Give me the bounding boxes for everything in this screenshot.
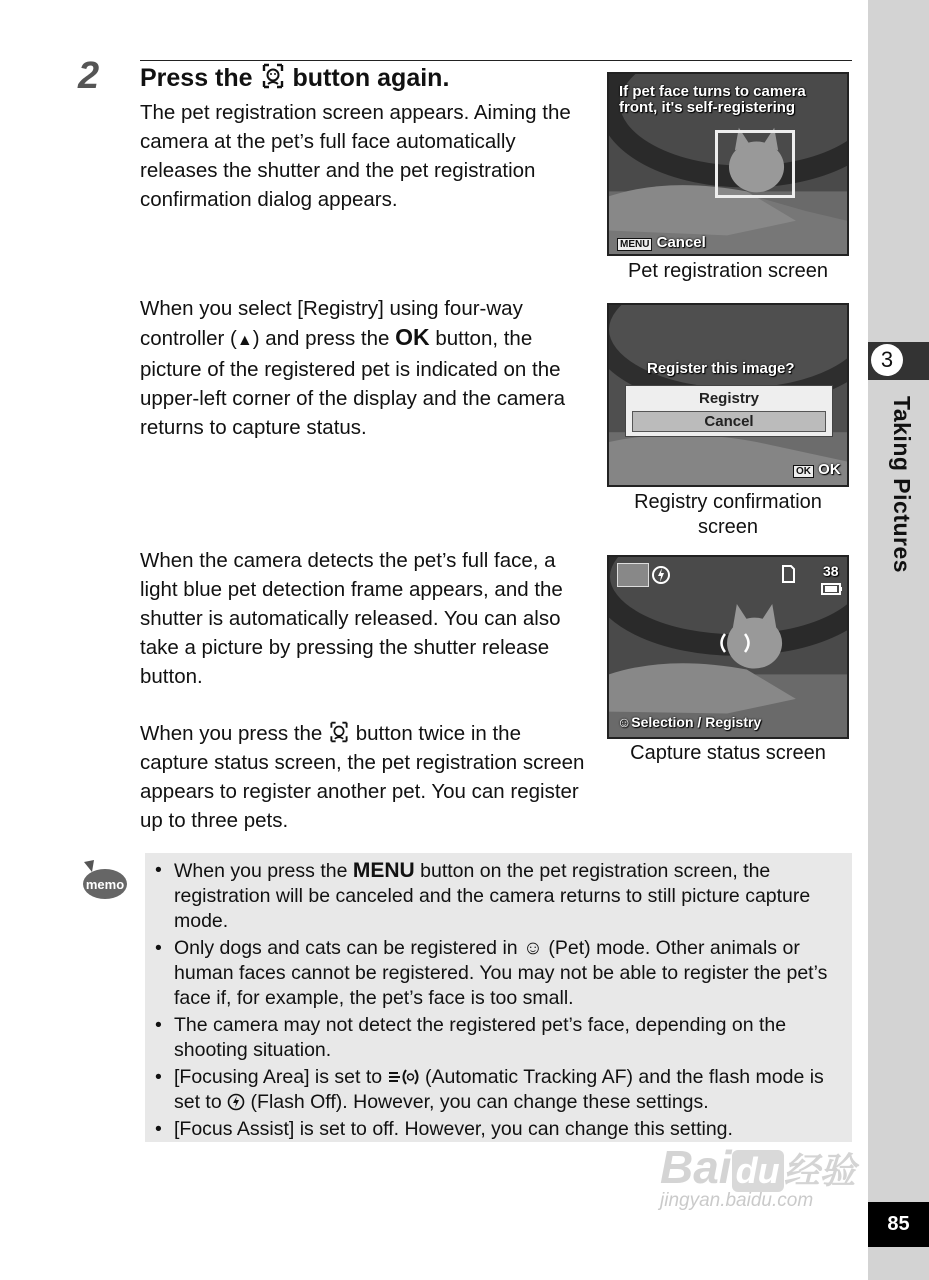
memo-item-1-b: button on the pet registration screen, the registration will be canceled and the camera returns to still picture capture mode. xyxy=(174,860,811,932)
screen3-hint-label: Selection / Registry xyxy=(631,714,762,730)
screen2-ok-hint xyxy=(793,461,841,478)
registered-pet-thumbnail xyxy=(617,563,649,587)
memo-label: memo xyxy=(85,877,125,892)
registry-confirmation-screen xyxy=(607,303,849,487)
screen2-ok-label: OK xyxy=(818,461,841,478)
page-number: 85 xyxy=(868,1202,929,1247)
pet-face-icon: ☺ xyxy=(617,714,632,730)
registry-option[interactable]: Registry xyxy=(698,390,760,407)
memo-item-2-b: (Pet) mode. Other animals or human faces cannot be registered. You may not be able to register the pet’s face if, for example, the pet’s face is too small. xyxy=(174,937,828,1009)
register-prompt: Register this image? xyxy=(647,360,795,377)
step-number: 2 xyxy=(78,55,100,97)
heading-text-before: Press the xyxy=(140,64,253,92)
memo-icon xyxy=(80,858,130,902)
up-arrow-icon: ▲ xyxy=(236,332,253,349)
watermark-text-1: Bai xyxy=(660,1141,732,1193)
p4-text-a: When you press the xyxy=(140,722,323,745)
paragraph-2 xyxy=(140,294,586,442)
memo-item-4-b: (Automatic Tracking AF) and the flash mode is set to xyxy=(174,1066,824,1113)
memo-item-4-a: [Focusing Area] is set to xyxy=(174,1066,383,1088)
p2-text-c: button, the picture of the registered pet is indicated on the upper-left corner of the display and the camera returns to capture status. xyxy=(140,327,566,439)
p2-text-a: When you select [Registry] using four-way controller ( xyxy=(140,297,523,350)
screen1-caption: Pet registration screen xyxy=(627,260,829,282)
screen1-cancel-hint xyxy=(617,234,706,251)
heading-rule xyxy=(140,60,852,61)
screen3-hint xyxy=(617,714,761,730)
screen2-caption: Registry confirmation screen xyxy=(634,491,822,538)
heading-text-after: button again. xyxy=(292,64,450,92)
capture-status-screen xyxy=(607,555,849,739)
paragraph-1: The pet registration screen appears. Aiming the camera at the pet’s full face automatically releases the shutter and the pet registration confirmation dialog appears. xyxy=(140,101,571,211)
pet-detection-frame xyxy=(715,631,755,655)
flash-off-icon xyxy=(227,1093,245,1111)
paragraph-3: When the camera detects the pet’s full face, a light blue pet detection frame appears, and the shutter is automatically released. You can also take a picture by pressing the shutter release button. xyxy=(140,549,563,688)
memo-item-2 xyxy=(174,936,844,1011)
flash-off-icon xyxy=(651,565,671,585)
watermark-text-3: 经验 xyxy=(783,1150,856,1191)
watermark-text-2: du xyxy=(732,1150,784,1192)
chapter-title: Taking Pictures xyxy=(889,396,915,574)
memo-list xyxy=(145,853,852,1142)
screen3-caption: Capture status screen xyxy=(630,742,826,764)
baidu-watermark xyxy=(660,1140,856,1212)
menu-key-tag: MENU xyxy=(617,238,652,251)
pet-face-icon xyxy=(260,63,286,89)
p2-text-b: ) and press the xyxy=(252,327,390,350)
memo-item-4-c: (Flash Off). However, you can change these settings. xyxy=(250,1091,709,1113)
screen1-cancel-label: Cancel xyxy=(656,234,706,251)
screen1-instruction-line1: If pet face turns to camera xyxy=(619,83,806,100)
auto-tracking-af-icon xyxy=(388,1068,420,1086)
watermark-url: jingyan.baidu.com xyxy=(660,1190,814,1211)
ok-button-glyph: OK xyxy=(395,324,430,350)
pet-mode-icon: ☺ xyxy=(523,937,543,959)
remaining-shots: 38 xyxy=(823,563,839,579)
memo-item-1 xyxy=(174,858,844,934)
memo-item-1-a: When you press the xyxy=(174,860,348,882)
memo-box xyxy=(145,853,852,1142)
chapter-sidebar xyxy=(868,0,929,1280)
pet-face-icon xyxy=(328,721,350,743)
paragraph-4 xyxy=(140,719,586,835)
step-heading xyxy=(140,63,449,93)
registry-dialog xyxy=(625,385,833,437)
pet-detection-frame xyxy=(715,130,795,198)
screen1-instruction-line2: front, it's self-registering xyxy=(619,99,796,116)
watermark-logo xyxy=(660,1140,856,1194)
memo-item-5: • [Focus Assist] is set to off. However, you can change this setting. xyxy=(174,1117,844,1142)
memo-item-3: • The camera may not detect the registered pet’s face, depending on the shooting situation. xyxy=(174,1013,844,1063)
memory-card-icon xyxy=(781,565,795,583)
p4-text-b: button twice in the capture status screen, the pet registration screen appears to register another pet. You can register up to three pets. xyxy=(140,722,585,832)
cancel-option[interactable]: Cancel xyxy=(632,411,826,432)
battery-icon xyxy=(821,583,843,595)
memo-item-4 xyxy=(174,1065,844,1115)
menu-button-glyph: MENU xyxy=(352,859,415,882)
pet-registration-screen xyxy=(607,72,849,256)
ok-key-tag: OK xyxy=(793,465,814,478)
memo-item-2-a: Only dogs and cats can be registered in xyxy=(174,937,518,959)
chapter-number: 3 xyxy=(871,344,903,376)
